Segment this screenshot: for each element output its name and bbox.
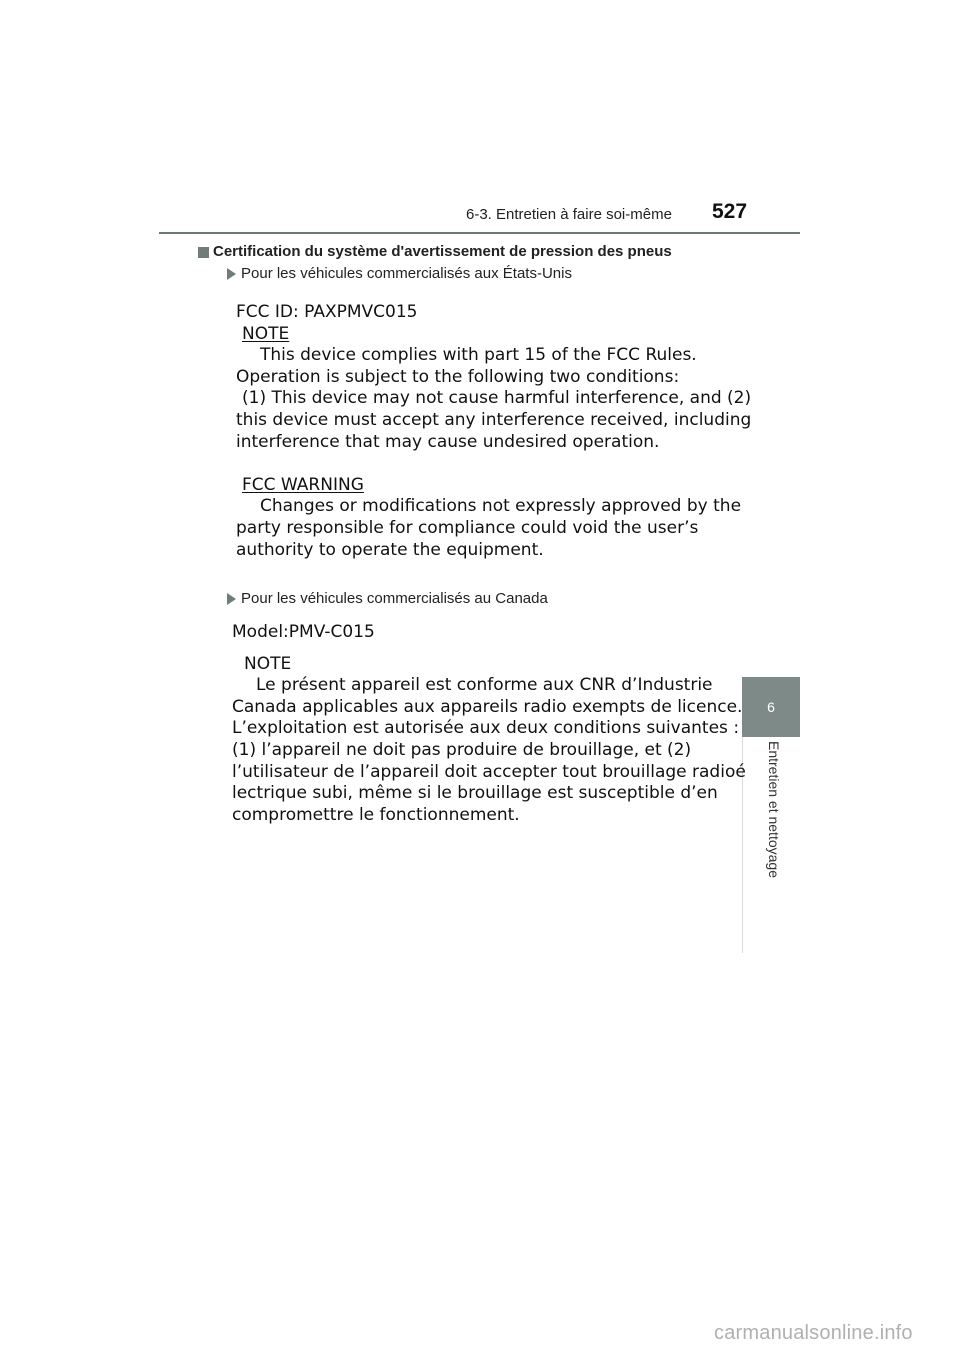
fcc-warning-title: FCC WARNING — [242, 474, 364, 495]
note-line: Operation is subject to the following two conditions: — [236, 366, 680, 387]
warning-line: Changes or modifications not expressly approved by the — [260, 496, 742, 517]
header-rule — [159, 232, 800, 234]
fcc-label — [236, 302, 751, 561]
canada-note-line: (1) l’appareil ne doit pas produire de brouillage, et (2) — [232, 739, 692, 760]
triangle-bullet-icon — [227, 593, 236, 605]
square-bullet-icon — [198, 247, 209, 258]
fcc-id: FCC ID: PAXPMVC015 — [236, 302, 418, 322]
canada-note-line: Le présent appareil est conforme aux CNR d’Industrie — [256, 675, 713, 696]
chapter-number: 6 — [767, 699, 775, 715]
canada-note-line: Canada applicables aux appareils radio exempts de licence. — [232, 696, 743, 717]
page-number: 527 — [712, 200, 748, 223]
canada-vehicles-bullet: Pour les véhicules commercialisés au Canada — [241, 590, 548, 607]
canada-note-line: lectrique subi, même si le brouillage est susceptible d’en — [232, 783, 718, 804]
note-title: NOTE — [242, 323, 290, 344]
canada-label — [232, 622, 746, 826]
header-section-title: 6-3. Entretien à faire soi-même — [466, 206, 672, 223]
canada-note-line: compromettre le fonctionnement. — [232, 804, 520, 825]
note-line: (1) This device may not cause harmful interference, and (2) — [242, 388, 752, 409]
note-line: This device complies with part 15 of the FCC Rules. — [260, 345, 697, 366]
triangle-bullet-icon — [227, 268, 236, 280]
section-heading: Certification du système d'avertissement de pression des pneus — [213, 243, 672, 260]
note-line: interference that may cause undesired operation. — [236, 431, 660, 452]
warning-line: party responsible for compliance could void the user’s — [236, 517, 699, 538]
chapter-tab[interactable] — [742, 677, 800, 737]
warning-line: authority to operate the equipment. — [236, 539, 544, 560]
watermark: carmanualsonline.info — [714, 1322, 913, 1344]
canada-note-line: L’exploitation est autorisée aux deux conditions suivantes : — [232, 718, 740, 739]
us-vehicles-bullet: Pour les véhicules commercialisés aux États-Unis — [241, 265, 572, 282]
note-line: this device must accept any interference received, including — [236, 409, 752, 430]
canada-note-line: l’utilisateur de l’appareil doit accepter tout brouillage radioé — [232, 761, 746, 782]
canada-model: Model:PMV-C015 — [232, 622, 375, 642]
canada-note-title: NOTE — [244, 653, 292, 674]
chapter-title: Entretien et nettoyage — [766, 741, 782, 878]
